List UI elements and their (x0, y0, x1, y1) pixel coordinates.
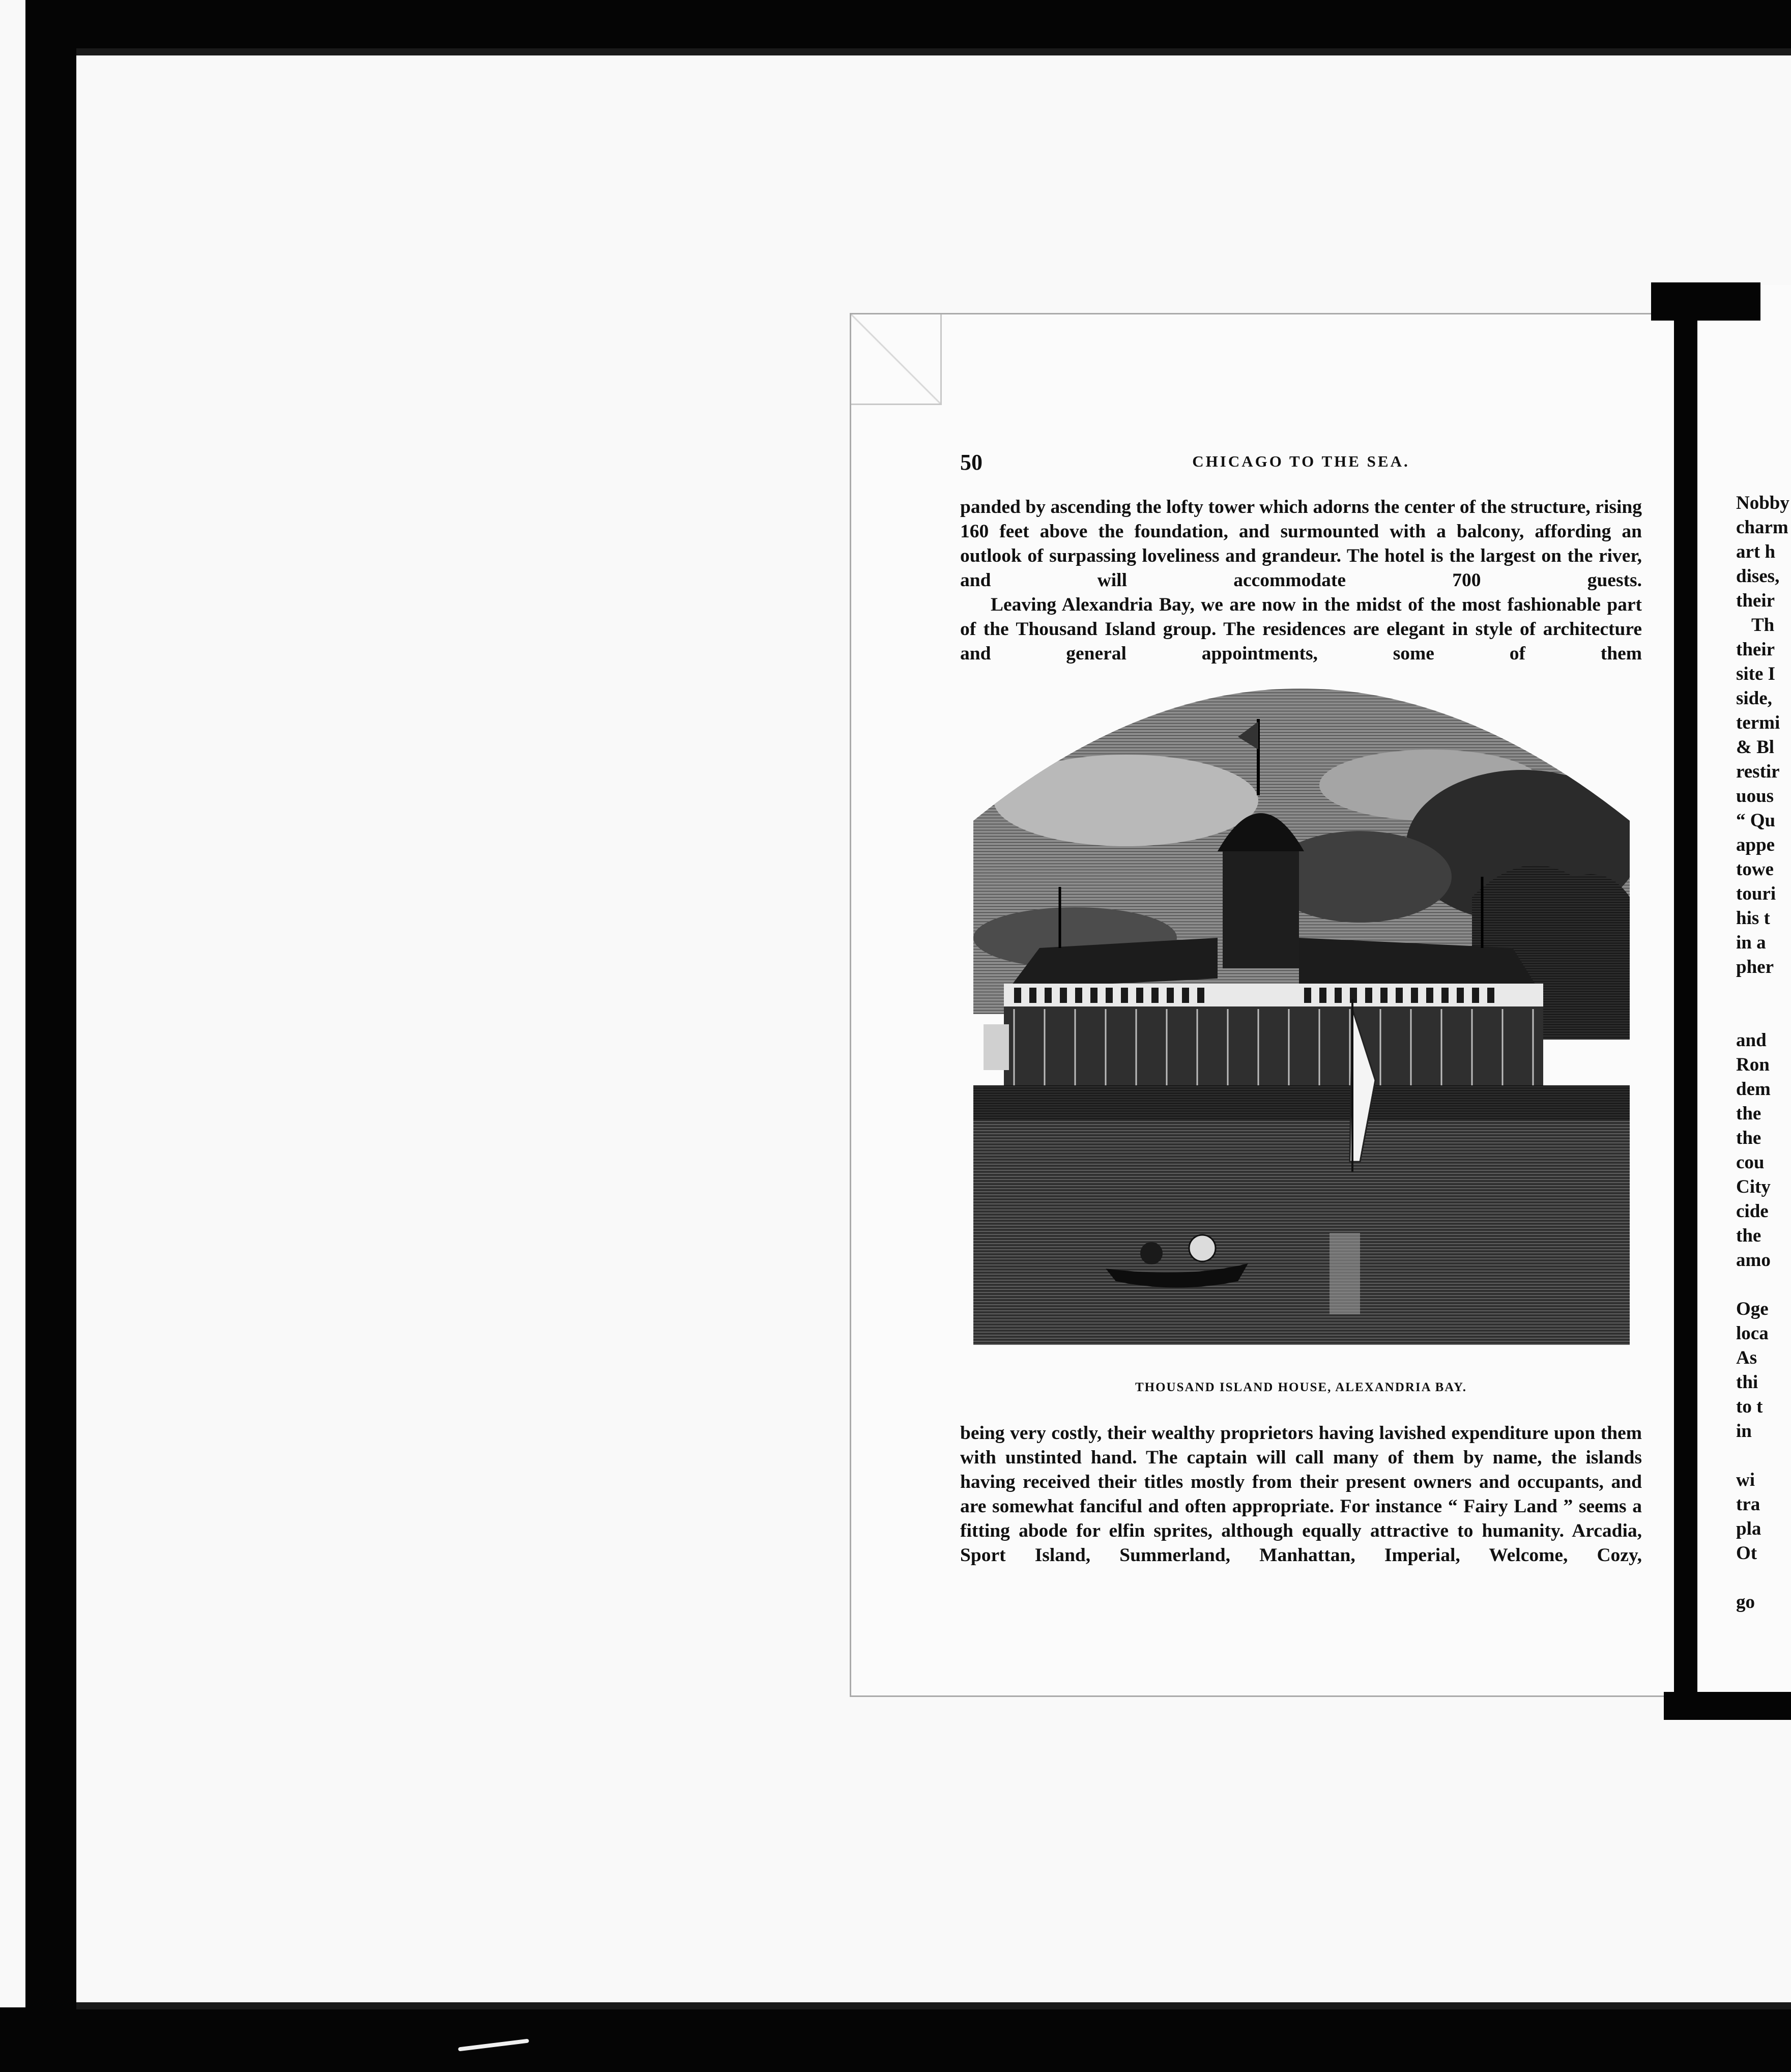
facing-line: cide (1736, 1201, 1769, 1222)
facing-line: charm (1736, 517, 1788, 538)
film-border-top (0, 0, 1791, 51)
facing-line: and (1736, 1030, 1767, 1051)
film-border-bottom (0, 2007, 1791, 2072)
film-border-top-inner (76, 48, 1791, 55)
facing-line: loca (1736, 1323, 1769, 1344)
facing-line: pher (1736, 957, 1774, 977)
paragraph: panded by ascending the lofty tower which adorns the center of the structure, rising 160 feet above the foundation, and surmounted with a balcony, affording an outlook of surpassing loveliness and grandeur. The hotel is the largest on the river, and will accommodate 700 guests. (960, 497, 1642, 591)
film-border-bottom-inner (76, 2002, 1791, 2009)
film-edge (0, 0, 25, 2072)
facing-line: tra (1736, 1494, 1760, 1515)
book-page (850, 313, 1730, 1697)
facing-line (1736, 1444, 1791, 1468)
facing-line: Ron (1736, 1054, 1770, 1075)
facing-line: Oge (1736, 1299, 1769, 1319)
facing-line: appe (1736, 834, 1775, 855)
facing-line: in a (1736, 932, 1766, 953)
facing-line: “ Qu (1736, 810, 1776, 831)
body-text-bottom (960, 1421, 1642, 1615)
facing-line (1736, 1566, 1791, 1590)
facing-line: Th (1751, 615, 1775, 636)
page-number: 50 (960, 450, 983, 475)
facing-line: site I (1736, 664, 1776, 684)
paragraph: being very costly, their wealthy proprietors having lavished expenditure upon them with unstinted hand. The captain will call many of them by name, the islands having received their titles mostly from their present owners and occupants, and are somewhat fanciful and often appropriate. For instance “ Fairy Land ” seems a fitting abode for elfin sprites, although equally attractive to humanity. Arcadia, Sport Island, Summerland, Manhattan, Imperial, Welcome, Cozy, (960, 1423, 1642, 1566)
facing-line: towe (1736, 859, 1774, 880)
running-head: CHICAGO TO THE SEA. (1192, 452, 1410, 470)
facing-line: in (1736, 1421, 1752, 1442)
facing-line: amo (1736, 1250, 1771, 1271)
facing-line: Nobby (1736, 493, 1789, 513)
facing-line: dem (1736, 1079, 1771, 1100)
facing-line: the (1736, 1225, 1761, 1246)
facing-line: go (1736, 1592, 1755, 1613)
facing-line: touri (1736, 883, 1776, 904)
facing-line: uous (1736, 786, 1774, 807)
facing-line: the (1736, 1103, 1761, 1124)
facing-line: Ot (1736, 1543, 1757, 1564)
illustration-caption: THOUSAND ISLAND HOUSE, ALEXANDRIA BAY. (1135, 1380, 1467, 1394)
film-gutter-spine (1674, 282, 1697, 1707)
facing-line (1736, 980, 1791, 1028)
film-gutter-top (1651, 282, 1760, 321)
facing-line: thi (1736, 1372, 1758, 1393)
body-text-top (960, 495, 1642, 664)
engraving-thousand-island-house (973, 683, 1630, 1345)
facing-line: to t (1736, 1396, 1763, 1417)
facing-line: cou (1736, 1152, 1765, 1173)
facing-line: the (1736, 1128, 1761, 1148)
facing-line: pla (1736, 1518, 1761, 1539)
facing-line: City (1736, 1176, 1771, 1197)
facing-line: their (1736, 590, 1775, 611)
facing-line: dises, (1736, 566, 1780, 587)
facing-page-text (1736, 491, 1791, 1615)
facing-line: As (1736, 1347, 1757, 1368)
paragraph: Leaving Alexandria Bay, we are now in the midst of the most fashionable part of the Thousand Island group. The residences are elegant in style of architecture and general appointments, some of them (960, 594, 1642, 664)
facing-line (1736, 1273, 1791, 1297)
facing-line: side, (1736, 688, 1772, 709)
facing-line: wi (1736, 1470, 1755, 1490)
facing-line: art h (1736, 541, 1776, 562)
facing-line: their (1736, 639, 1775, 660)
facing-line: his t (1736, 908, 1770, 929)
page-header (960, 449, 1642, 480)
facing-line: termi (1736, 712, 1780, 733)
facing-line: restir (1736, 761, 1780, 782)
film-gutter-bottom (1664, 1692, 1791, 1720)
folded-corner (851, 314, 942, 405)
facing-line: & Bl (1736, 737, 1775, 758)
